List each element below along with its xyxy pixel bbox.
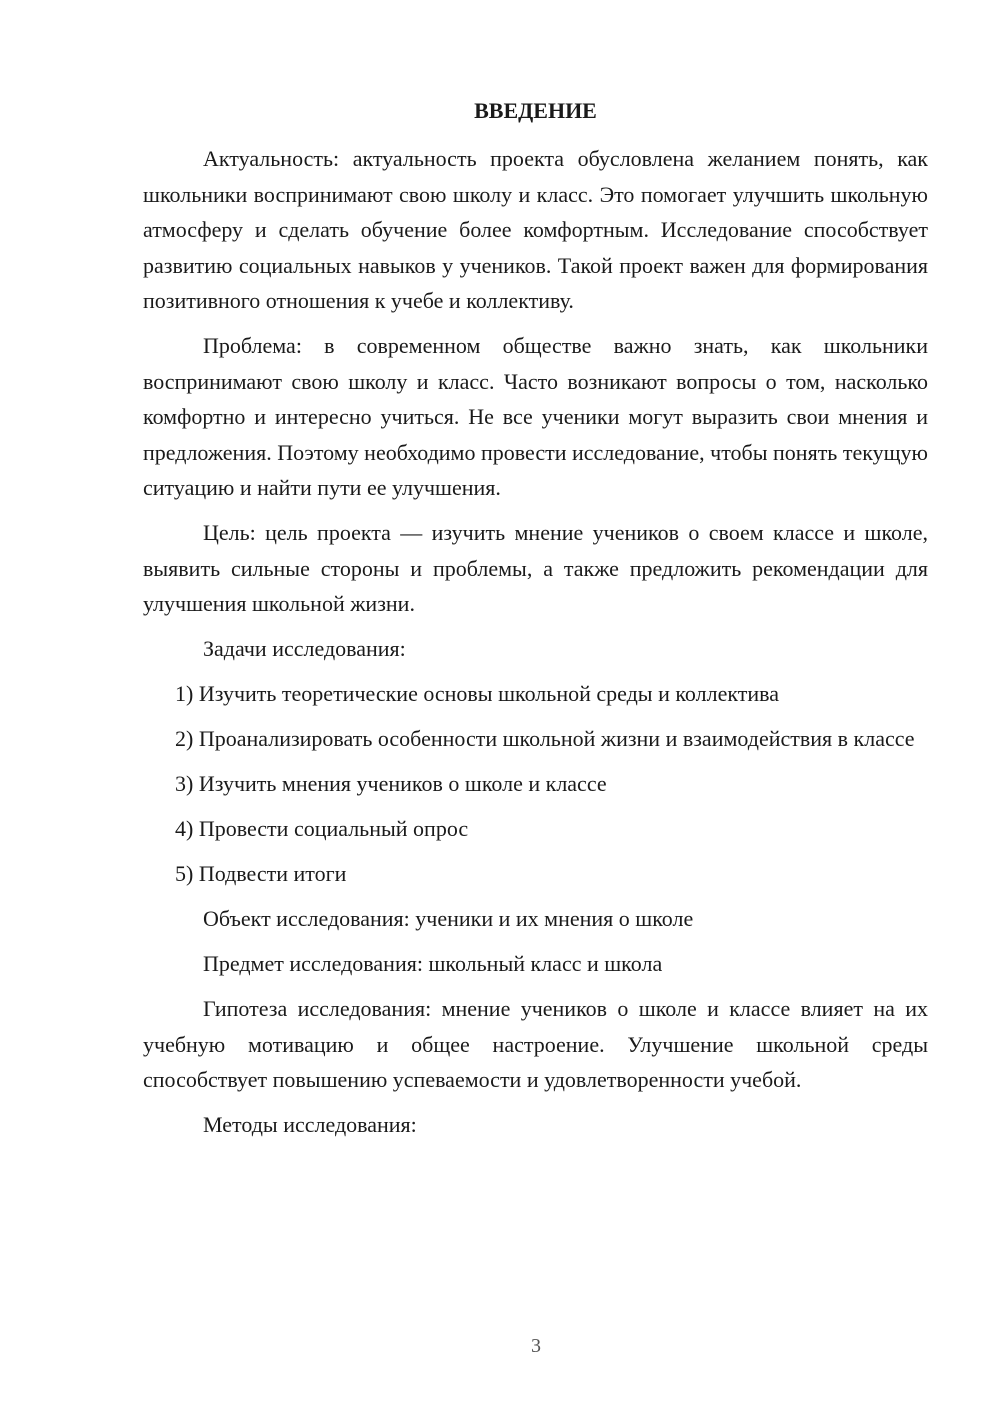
task-item: 5) Подвести итоги (175, 861, 347, 886)
research-object: Объект исследования: ученики и их мнения о школе (203, 906, 694, 931)
task-item: 3) Изучить мнения учеников о школе и классе (175, 771, 607, 796)
problem-paragraph: Проблема: в современном обществе важно знать, как школьники воспринимают свою школу и класс. Часто возникают вопросы о том, насколько комфортно и интересно учиться. Не все ученики могут выразить свои мнения и предложения. Поэтому необходимо провести исследование, чтобы понять текущую ситуацию и найти пути ее улучшения. (143, 333, 928, 500)
section-title: ВВЕДЕНИЕ (474, 98, 597, 123)
goal-paragraph: Цель: цель проекта — изучить мнение учеников о своем классе и школе, выявить сильные стороны и проблемы, а также предложить рекомендации для улучшения школьной жизни. (143, 520, 928, 616)
tasks-heading: Задачи исследования: (203, 636, 406, 661)
task-item: 4) Провести социальный опрос (175, 816, 469, 841)
page-number: 3 (531, 1335, 541, 1357)
research-methods-heading: Методы исследования: (203, 1112, 417, 1137)
task-item: 2) Проанализировать особенности школьной жизни и взаимодействия в классе (175, 726, 915, 751)
research-hypothesis: Гипотеза исследования: мнение учеников о школе и классе влияет на их учебную мотивацию и общее настроение. Улучшение школьной среды способствует повышению успеваемости и удовлетворенности учебой. (143, 996, 928, 1092)
task-item: 1) Изучить теоретические основы школьной среды и коллектива (175, 681, 780, 706)
relevance-paragraph: Актуальность: актуальность проекта обусловлена желанием понять, как школьники воспринимают свою школу и класс. Это помогает улучшить школьную атмосферу и сделать обучение более комфортным. Исследование способствует развитию социальных навыков у учеников. Такой проект важен для формирования позитивного отношения к учебе и коллективу. (143, 146, 928, 313)
document-body (143, 141, 928, 1152)
research-subject: Предмет исследования: школьный класс и школа (203, 951, 663, 976)
